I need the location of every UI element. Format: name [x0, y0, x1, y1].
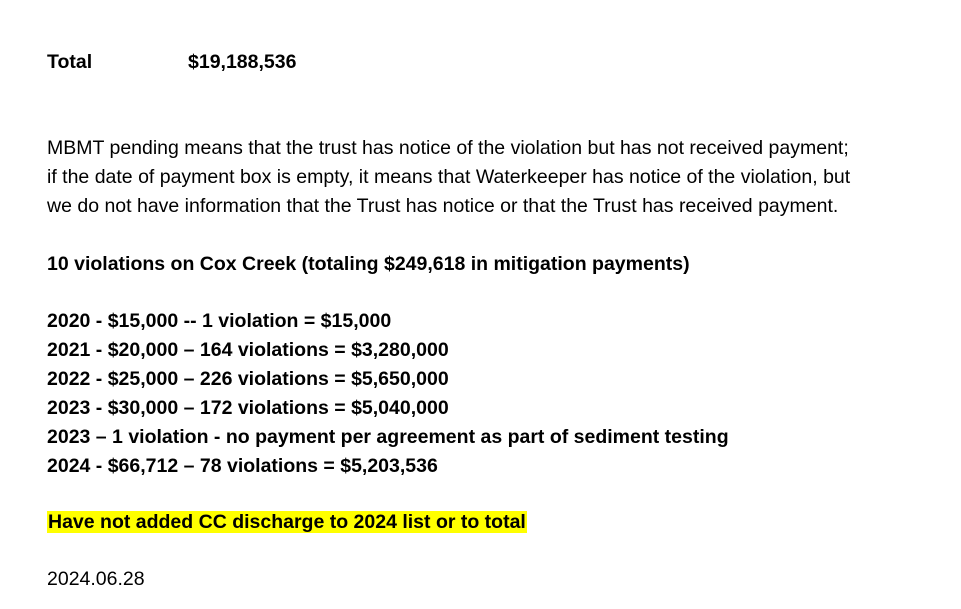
cox-creek-summary: 10 violations on Cox Creek (totaling $249,618 in mitigation payments)	[47, 253, 690, 275]
yearly-line-2022: 2022 - $25,000 – 226 violations = $5,650,000	[47, 368, 449, 390]
total-label: Total	[47, 51, 93, 73]
highlighted-note-text: Have not added CC discharge to 2024 list or to total	[48, 511, 526, 533]
yearly-line-2021: 2021 - $20,000 – 164 violations = $3,280,000	[47, 339, 449, 361]
total-value: $19,188,536	[188, 51, 297, 73]
document-date: 2024.06.28	[47, 568, 145, 590]
yearly-line-2024: 2024 - $66,712 – 78 violations = $5,203,536	[47, 455, 438, 477]
explanation-paragraph	[47, 134, 957, 221]
explanation-line-1: MBMT pending means that the trust has notice of the violation but has not received payment;	[47, 137, 849, 159]
yearly-line-2020: 2020 - $15,000 -- 1 violation = $15,000	[47, 310, 392, 332]
yearly-line-2023-sediment: 2023 – 1 violation - no payment per agreement as part of sediment testing	[47, 426, 729, 448]
highlighted-note	[47, 508, 527, 537]
yearly-line-2023: 2023 - $30,000 – 172 violations = $5,040,000	[47, 397, 449, 419]
explanation-line-2: if the date of payment box is empty, it means that Waterkeeper has notice of the violation, but	[47, 166, 851, 188]
explanation-line-3: we do not have information that the Trust has notice or that the Trust has received payment.	[47, 195, 839, 217]
